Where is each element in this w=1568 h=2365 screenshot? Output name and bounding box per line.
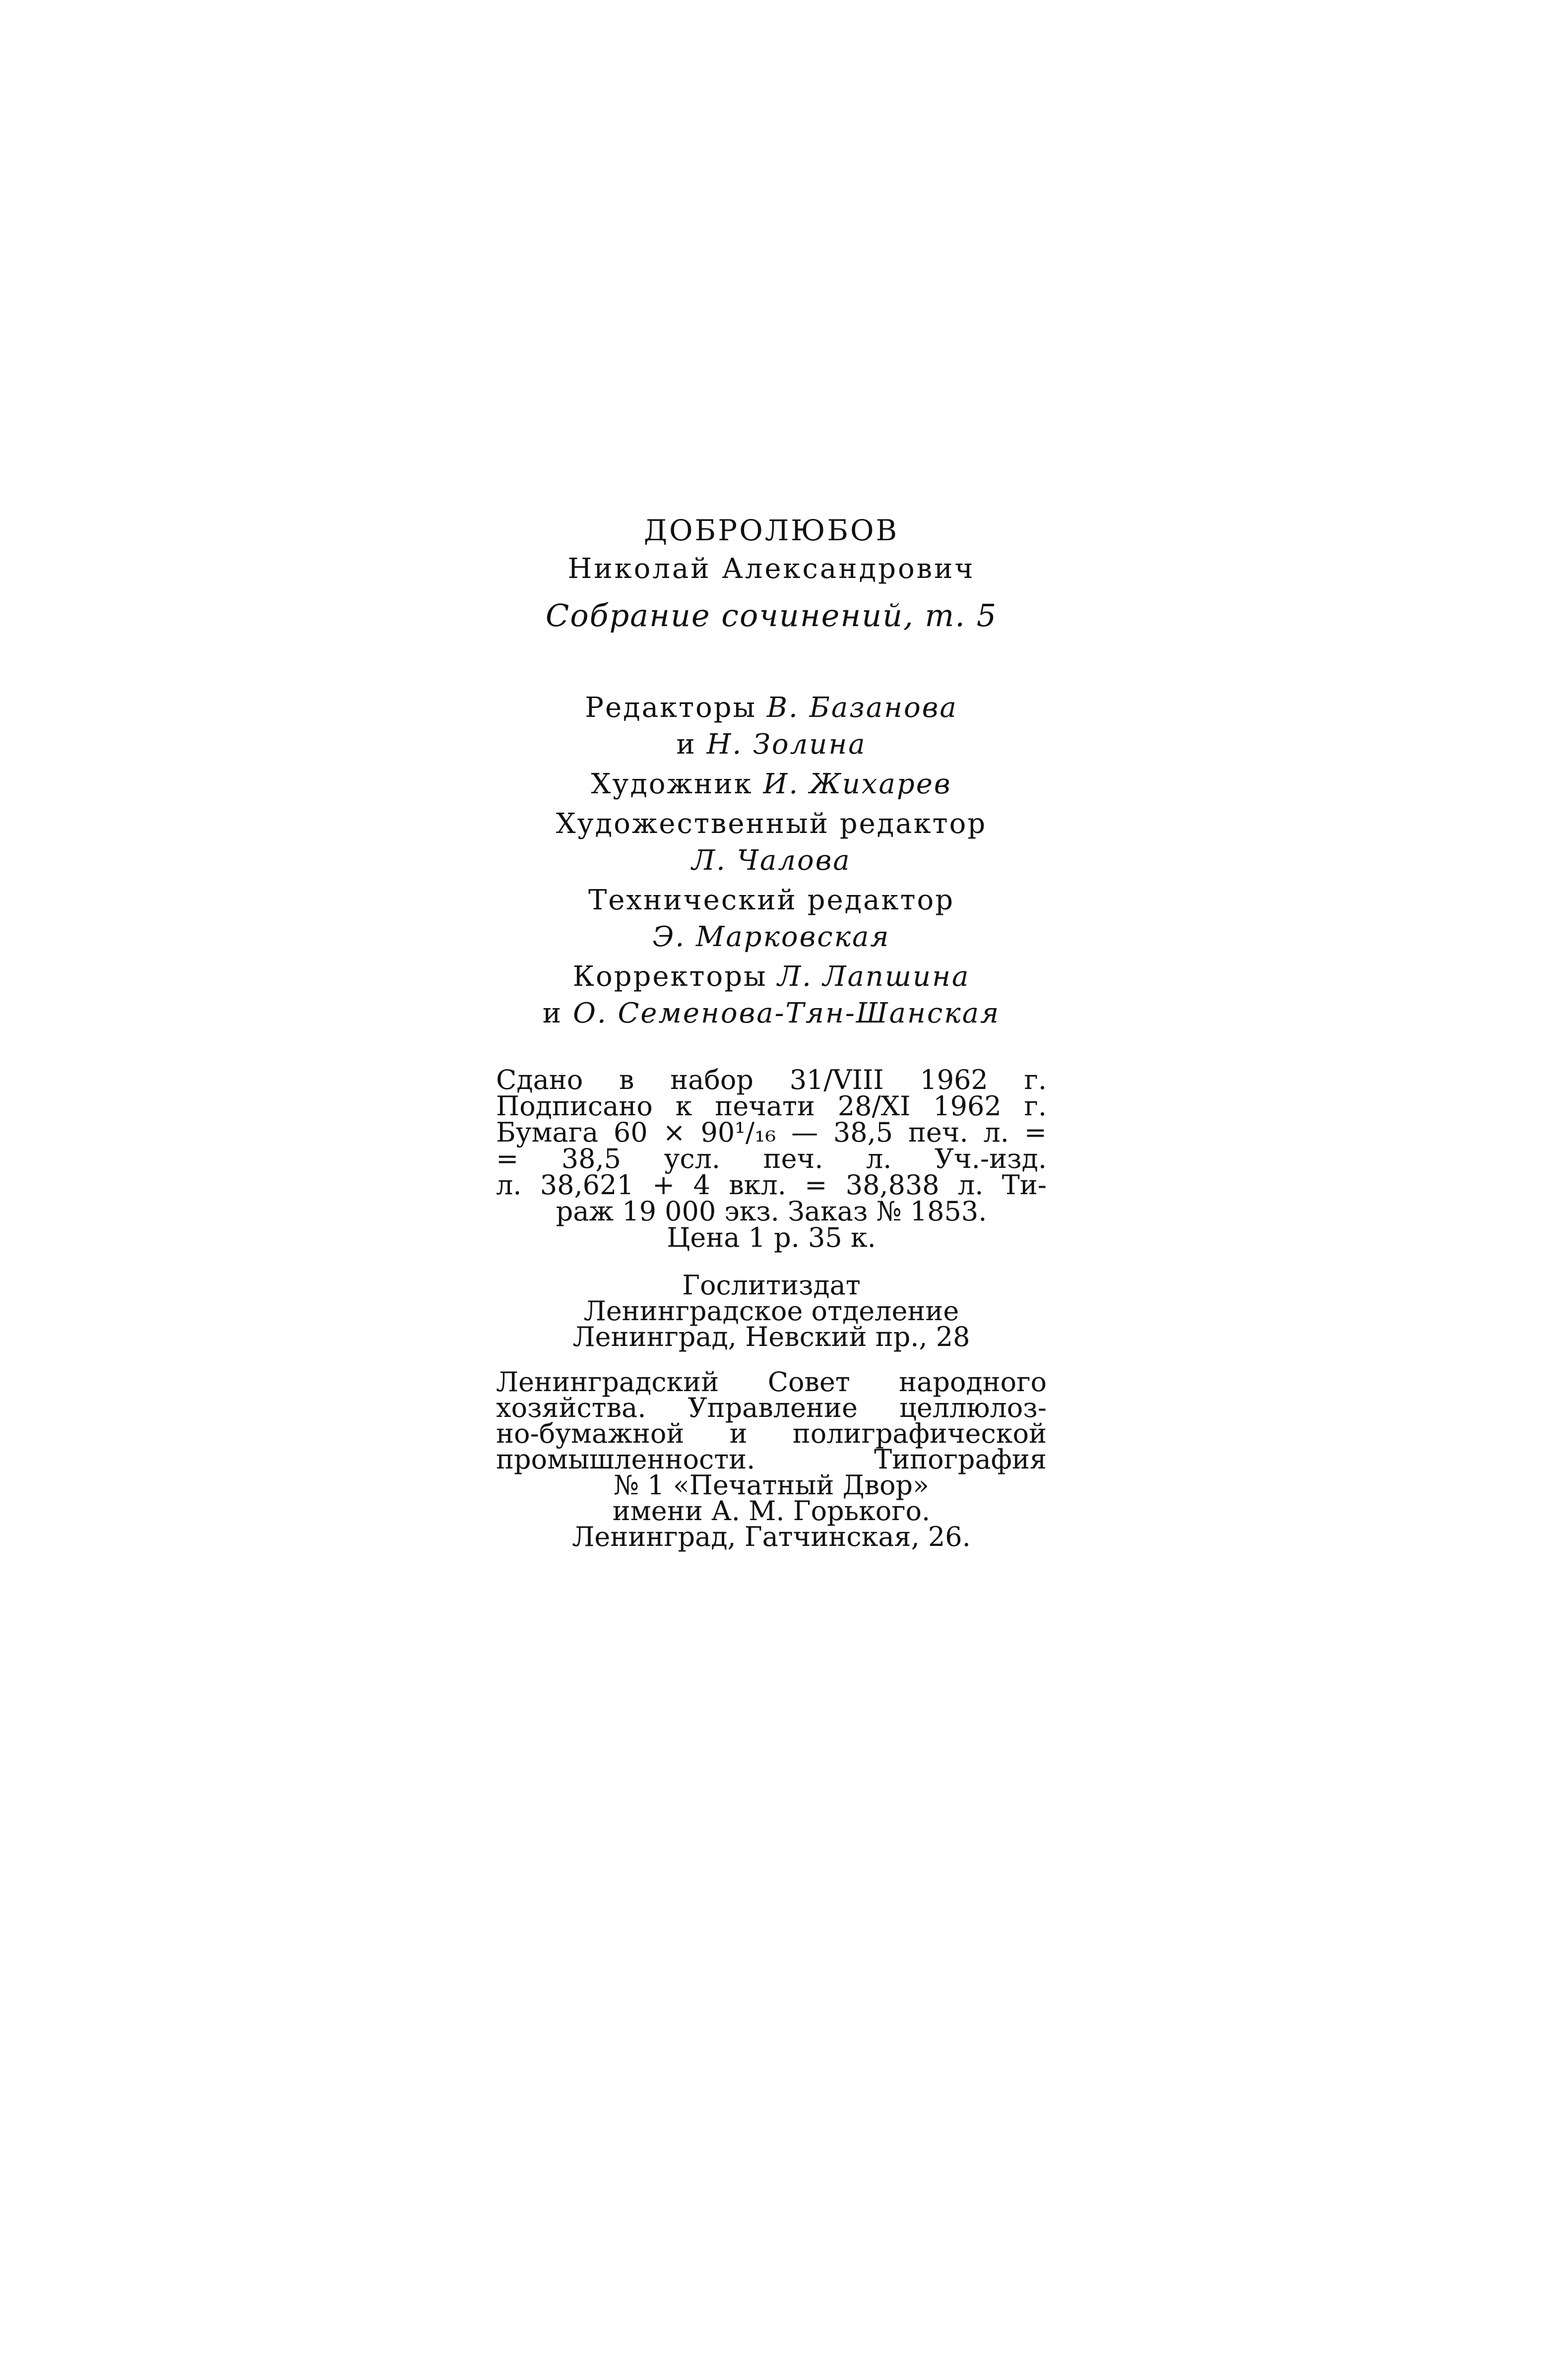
proofreaders-line bbox=[496, 959, 1047, 995]
editors-label: Редакторы bbox=[585, 692, 757, 724]
art-editor-name: Л. Чалова bbox=[691, 844, 851, 877]
proofreader-2-name: О. Семенова-Тян-Шанская bbox=[572, 997, 1001, 1029]
printer-line: но-бумажной и полиграфической bbox=[496, 1418, 1047, 1449]
print-info-line: Подписано к печати 28/XI 1962 г. bbox=[496, 1090, 1047, 1122]
proofreaders-and: и bbox=[542, 997, 563, 1029]
publisher-address: Ленинград, Невский пр., 28 bbox=[572, 1321, 970, 1352]
printer-line: промышленности. Типография bbox=[496, 1444, 1047, 1475]
print-info-line: Бумага 60 × 90¹/₁₆ — 38,5 печ. л. = bbox=[496, 1117, 1047, 1148]
price-line: Цена 1 р. 35 к. bbox=[667, 1222, 876, 1253]
printer-block bbox=[496, 1366, 1047, 1552]
tech-editor-credit bbox=[496, 882, 1047, 956]
artist-credit bbox=[496, 766, 1047, 803]
artist-line bbox=[496, 766, 1047, 803]
publisher-block bbox=[496, 1270, 1047, 1352]
artist-label: Художник bbox=[591, 768, 753, 800]
tech-editor-label: Технический редактор bbox=[588, 884, 955, 916]
work-title: Собрание сочинений, т. 5 bbox=[545, 597, 998, 634]
author-names: Николай Александрович bbox=[567, 553, 975, 585]
author-surname: ДОБРОЛЮБОВ bbox=[643, 513, 899, 547]
proofreaders-credit bbox=[496, 959, 1047, 1032]
art-editor-credit bbox=[496, 806, 1047, 879]
proofreader-1-name: Л. Лапшина bbox=[777, 960, 970, 993]
editors-credit bbox=[496, 690, 1047, 763]
print-info-line: Сдано в набор 31/VIII 1962 г. bbox=[496, 1064, 1047, 1095]
printer-line: № 1 «Печатный Двор» bbox=[613, 1470, 930, 1501]
print-info-line: л. 38,621 + 4 вкл. = 38,838 л. Ти- bbox=[496, 1169, 1047, 1201]
print-info-line: = 38,5 усл. печ. л. Уч.-изд. bbox=[496, 1143, 1047, 1174]
printer-line: хозяйства. Управление целлюлоз- bbox=[496, 1392, 1047, 1423]
tech-editor-name: Э. Марковская bbox=[652, 921, 890, 953]
print-info-block bbox=[496, 1064, 1047, 1253]
editors-line bbox=[496, 690, 1047, 726]
proofreaders-line-2 bbox=[496, 995, 1047, 1032]
print-info-line: раж 19 000 экз. Заказ № 1853. bbox=[556, 1196, 987, 1227]
proofreaders-label: Корректоры bbox=[572, 960, 767, 993]
artist-name: И. Жихарев bbox=[763, 768, 952, 800]
publisher-name: Гослитиздат bbox=[682, 1270, 861, 1301]
printer-line: имени А. М. Горького. bbox=[612, 1495, 931, 1527]
printer-line: Ленинградский Совет народного bbox=[496, 1366, 1047, 1398]
editors-and: и bbox=[676, 728, 696, 761]
title-block bbox=[496, 511, 1047, 643]
printer-line: Ленинград, Гатчинская, 26. bbox=[572, 1521, 971, 1552]
editor-2-name: Н. Золина bbox=[706, 728, 867, 761]
editors-line-2 bbox=[496, 726, 1047, 763]
editor-1-name: В. Базанова bbox=[766, 692, 958, 724]
publisher-branch: Ленинградское отделение bbox=[583, 1295, 959, 1327]
art-editor-label: Художественный редактор bbox=[556, 808, 987, 840]
credits-block bbox=[496, 690, 1047, 1035]
